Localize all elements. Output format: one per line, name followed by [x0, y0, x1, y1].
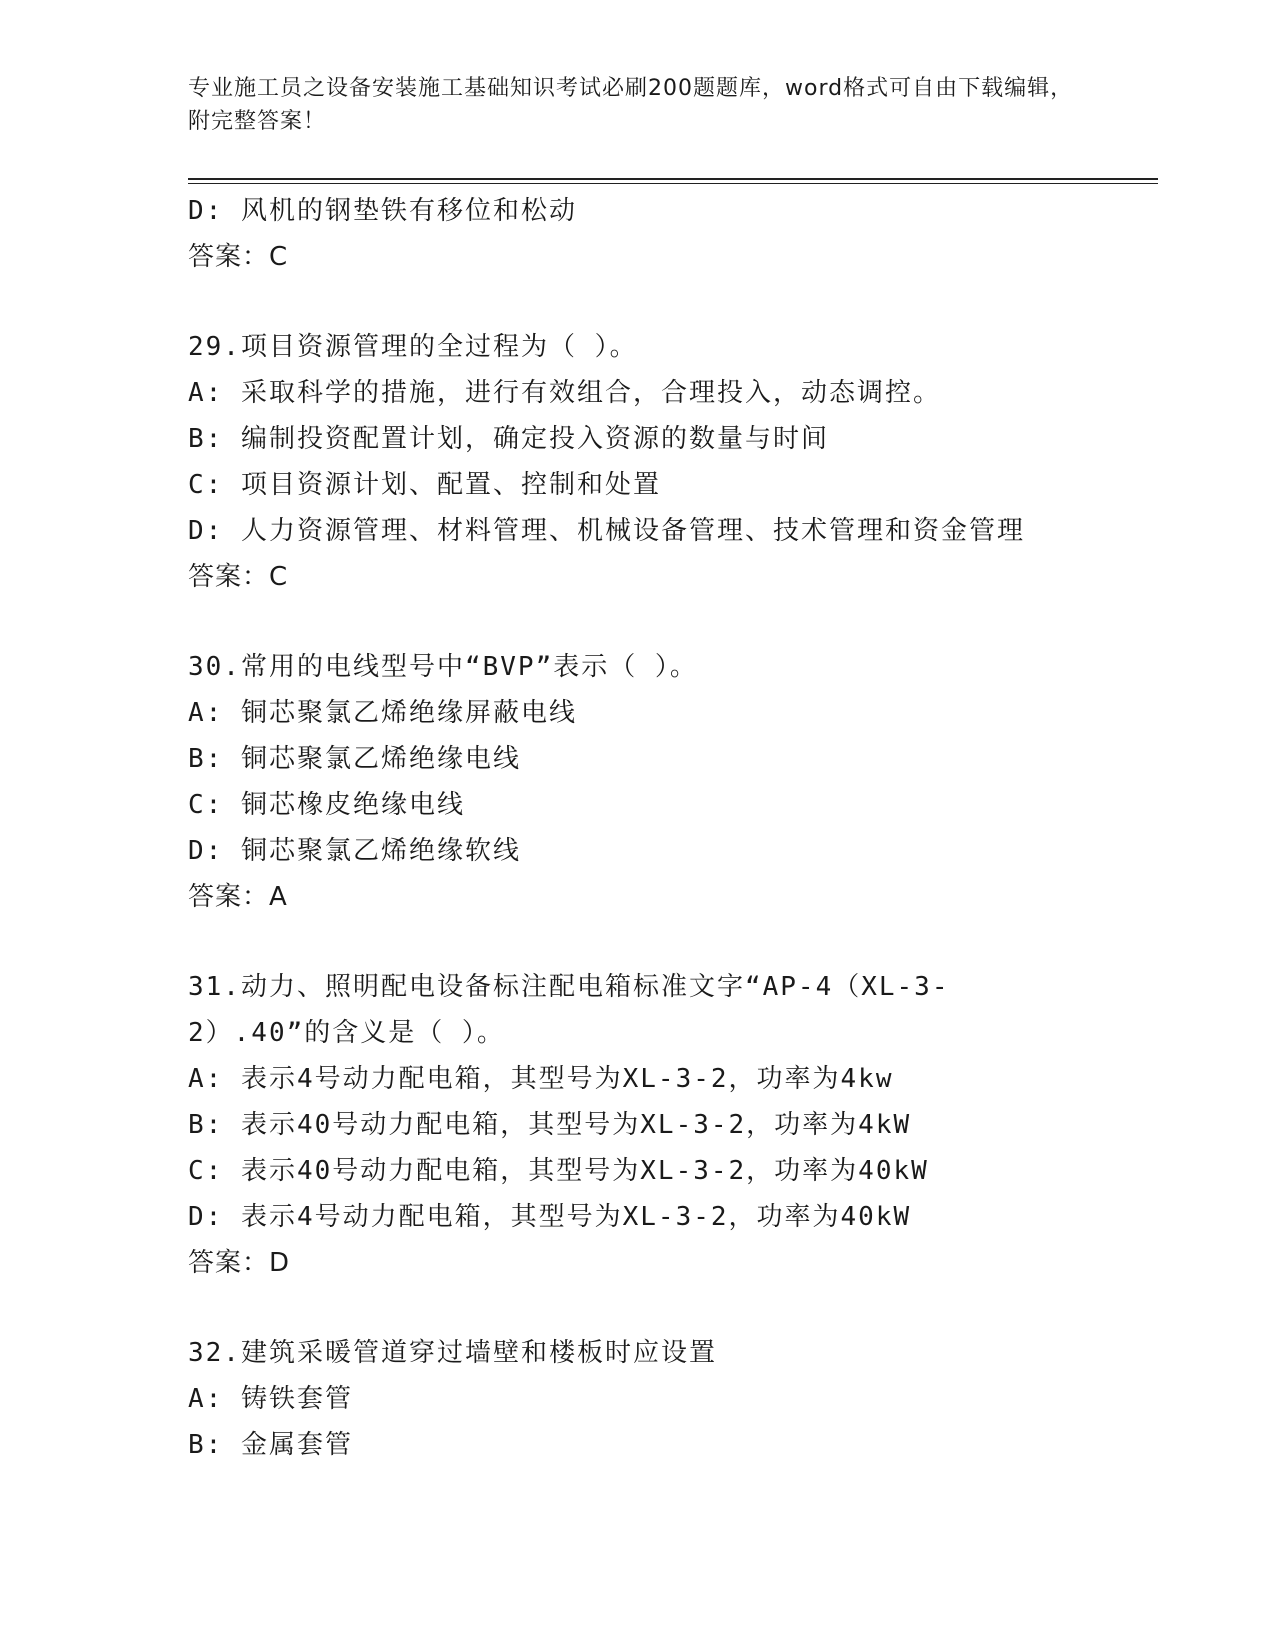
- option-d: D: 表示4号动力配电箱，其型号为XL-3-2，功率为40kW: [188, 1202, 912, 1232]
- spacer: [188, 600, 1158, 644]
- question-stem: 30.常用的电线型号中“BVP”表示（ ）。: [188, 652, 698, 682]
- spacer: [188, 280, 1158, 324]
- question-block-29: [188, 324, 1158, 600]
- option-a: A: 铸铁套管: [188, 1384, 353, 1414]
- spacer: [188, 920, 1158, 964]
- answer-line: 答案：C: [188, 562, 289, 592]
- option-c: C: 项目资源计划、配置、控制和处置: [188, 470, 661, 500]
- option-c: C: 铜芯橡皮绝缘电线: [188, 790, 465, 820]
- spacer: [188, 1286, 1158, 1330]
- option-b: B: 铜芯聚氯乙烯绝缘电线: [188, 744, 521, 774]
- option-a: A: 表示4号动力配电箱，其型号为XL-3-2，功率为4kw: [188, 1064, 894, 1094]
- option-c: C: 表示40号动力配电箱，其型号为XL-3-2，功率为40kW: [188, 1156, 929, 1186]
- answer-line: 答案：D: [188, 1248, 291, 1278]
- question-stem: 29.项目资源管理的全过程为（ ）。: [188, 332, 638, 362]
- question-block-30: [188, 644, 1158, 920]
- question-stem: 31.动力、照明配电设备标注配电箱标准文字“AP-4（XL-3-2）.40”的含义是（ ）。: [188, 972, 950, 1048]
- option-a: A: 铜芯聚氯乙烯绝缘屏蔽电线: [188, 698, 577, 728]
- question-block-32: [188, 1330, 1158, 1468]
- answer-line: 答案：C: [188, 242, 289, 272]
- document-body: [188, 188, 1158, 1468]
- option-d: D: 铜芯聚氯乙烯绝缘软线: [188, 836, 521, 866]
- option-b: B: 金属套管: [188, 1430, 353, 1460]
- option-d: D: 人力资源管理、材料管理、机械设备管理、技术管理和资金管理: [188, 516, 1025, 546]
- question-block-31: [188, 964, 1158, 1286]
- document-header: 专业施工员之设备安装施工基础知识考试必刷200题题库，word格式可自由下载编辑，附完整答案！: [188, 76, 1074, 134]
- answer-line: 答案：A: [188, 882, 288, 912]
- header-divider: [188, 178, 1158, 184]
- option-d: D: 风机的钢垫铁有移位和松动: [188, 196, 577, 226]
- option-b: B: 表示40号动力配电箱，其型号为XL-3-2，功率为4kW: [188, 1110, 912, 1140]
- option-b: B: 编制投资配置计划，确定投入资源的数量与时间: [188, 424, 829, 454]
- option-a: A: 采取科学的措施，进行有效组合，合理投入，动态调控。: [188, 378, 941, 408]
- question-stem: 32.建筑采暖管道穿过墙壁和楼板时应设置: [188, 1338, 717, 1368]
